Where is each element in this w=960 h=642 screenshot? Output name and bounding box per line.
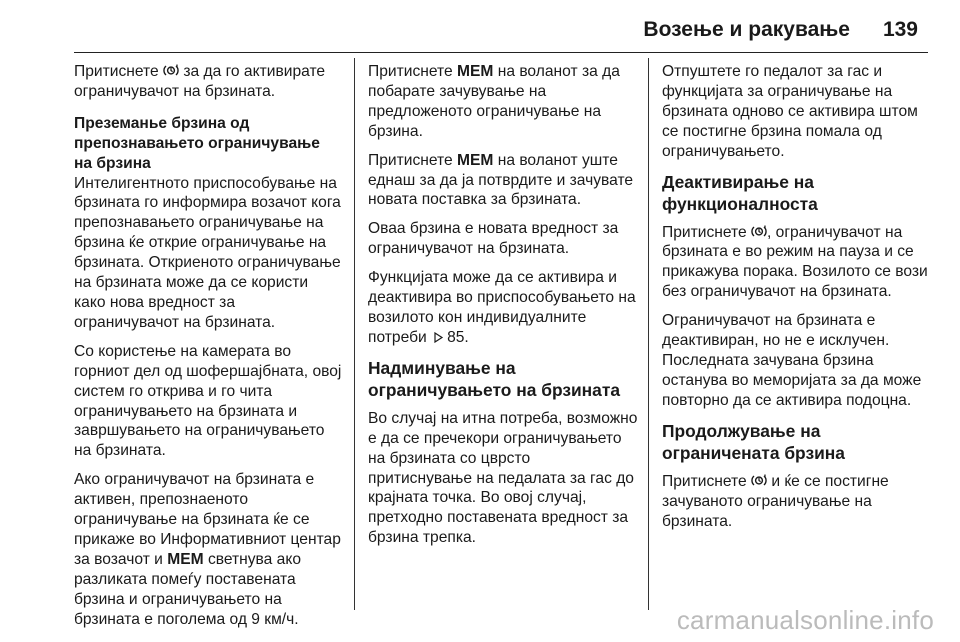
paragraph: Оваа брзина е новата вредност за ограничувачот на брзината. [368, 220, 619, 258]
paragraph: Ограничувачот на брзината е деактивиран, но не е исклучен. Последната зачувана брзина останува во меморијата за да може повторно да се активира подоцна. [662, 312, 922, 409]
section-heading: Надминување на ограничувањето на брзината [368, 357, 621, 400]
paragraph: Ако ограничувачот на брзината е активен, препознаеното ограничување на брзината ќе се прикаже во Информативниот центар за возачот и MEM светнува ако разликата помеѓу поставената брзина и ограничувањето на брзината е поголема од 9 км/ч. [74, 471, 341, 628]
paragraph: Интелигентното приспособување на брзината го информира возачот кога препознавањето ограничување на брзина ќе открие ограничување на брзината. Откриеното ограничување на брзината може да се користи како нова вредност за ограничувачот на брзината. [74, 174, 341, 331]
page-header [0, 0, 960, 52]
mem-label: MEM [167, 550, 204, 568]
section-heading: Продолжување на ограничената брзина [662, 420, 845, 463]
paragraph: Функцијата може да се активира и деактивира во приспособувањето на возилото кон индивидуалните потреби 85. [368, 269, 636, 346]
paragraph: Во случај на итна потреба, возможно е да се пречекори ограничувањето на брзината со цврсто притиснување на педалата за гас до крајната точка. Во овој случај, претходно поставената вредност за брзина трепка. [368, 409, 638, 547]
column-divider [648, 58, 649, 610]
paragraph: Притиснете MEM на воланот уште еднаш за да ја потврдите и зачувате новата поставка за брзината. [368, 151, 634, 209]
mem-label: MEM [456, 151, 494, 169]
column-3 [662, 62, 932, 540]
speed-limiter-icon [751, 473, 767, 488]
paragraph: Со користење на камерата во горниот дел од шофершајбната, овој систем го открива и го чита ограничувањето на брзината и завршувањето на ограничувањето на брзината. [74, 342, 342, 460]
paragraph: Притиснете , ограничувачот на брзината е во режим на пауза и се прикажува порака. Возилото се вози без ограничувачот на брзината. [662, 223, 928, 301]
paragraph: Отпуштете го педалот за гас и функцијата за ограничување на брзината одново се активира штом се постигне брзина помала од ограничувањето. [662, 63, 918, 160]
header-rule [74, 52, 928, 53]
section-heading: Преземанье брзина од препознавањето ограничување на брзина [74, 114, 320, 172]
section-heading: Деактивирање на функционалноста [662, 171, 818, 214]
page-title: Возење и ракување [643, 18, 850, 41]
page-number: 139 [882, 18, 918, 41]
paragraph: Притиснете и ќе се постигне зачуваното ограничување на брзината. [662, 472, 889, 530]
paragraph: Притиснете за да го активирате ограничувачот на брзината. [74, 63, 326, 100]
speed-limiter-icon [751, 224, 767, 239]
column-1 [74, 62, 342, 638]
column-2 [368, 62, 638, 557]
speed-limiter-icon [163, 63, 179, 78]
watermark: carmanualsonline.info [676, 605, 934, 635]
paragraph: Притиснете MEM на воланот за да побарате зачувување на предложеното ограничување на брзина. [368, 63, 620, 140]
column-divider [354, 58, 355, 610]
page-reference-arrow-icon [433, 332, 444, 343]
page-reference-link[interactable]: 85. [447, 328, 469, 346]
mem-label: MEM [456, 63, 494, 80]
footer [0, 605, 960, 636]
